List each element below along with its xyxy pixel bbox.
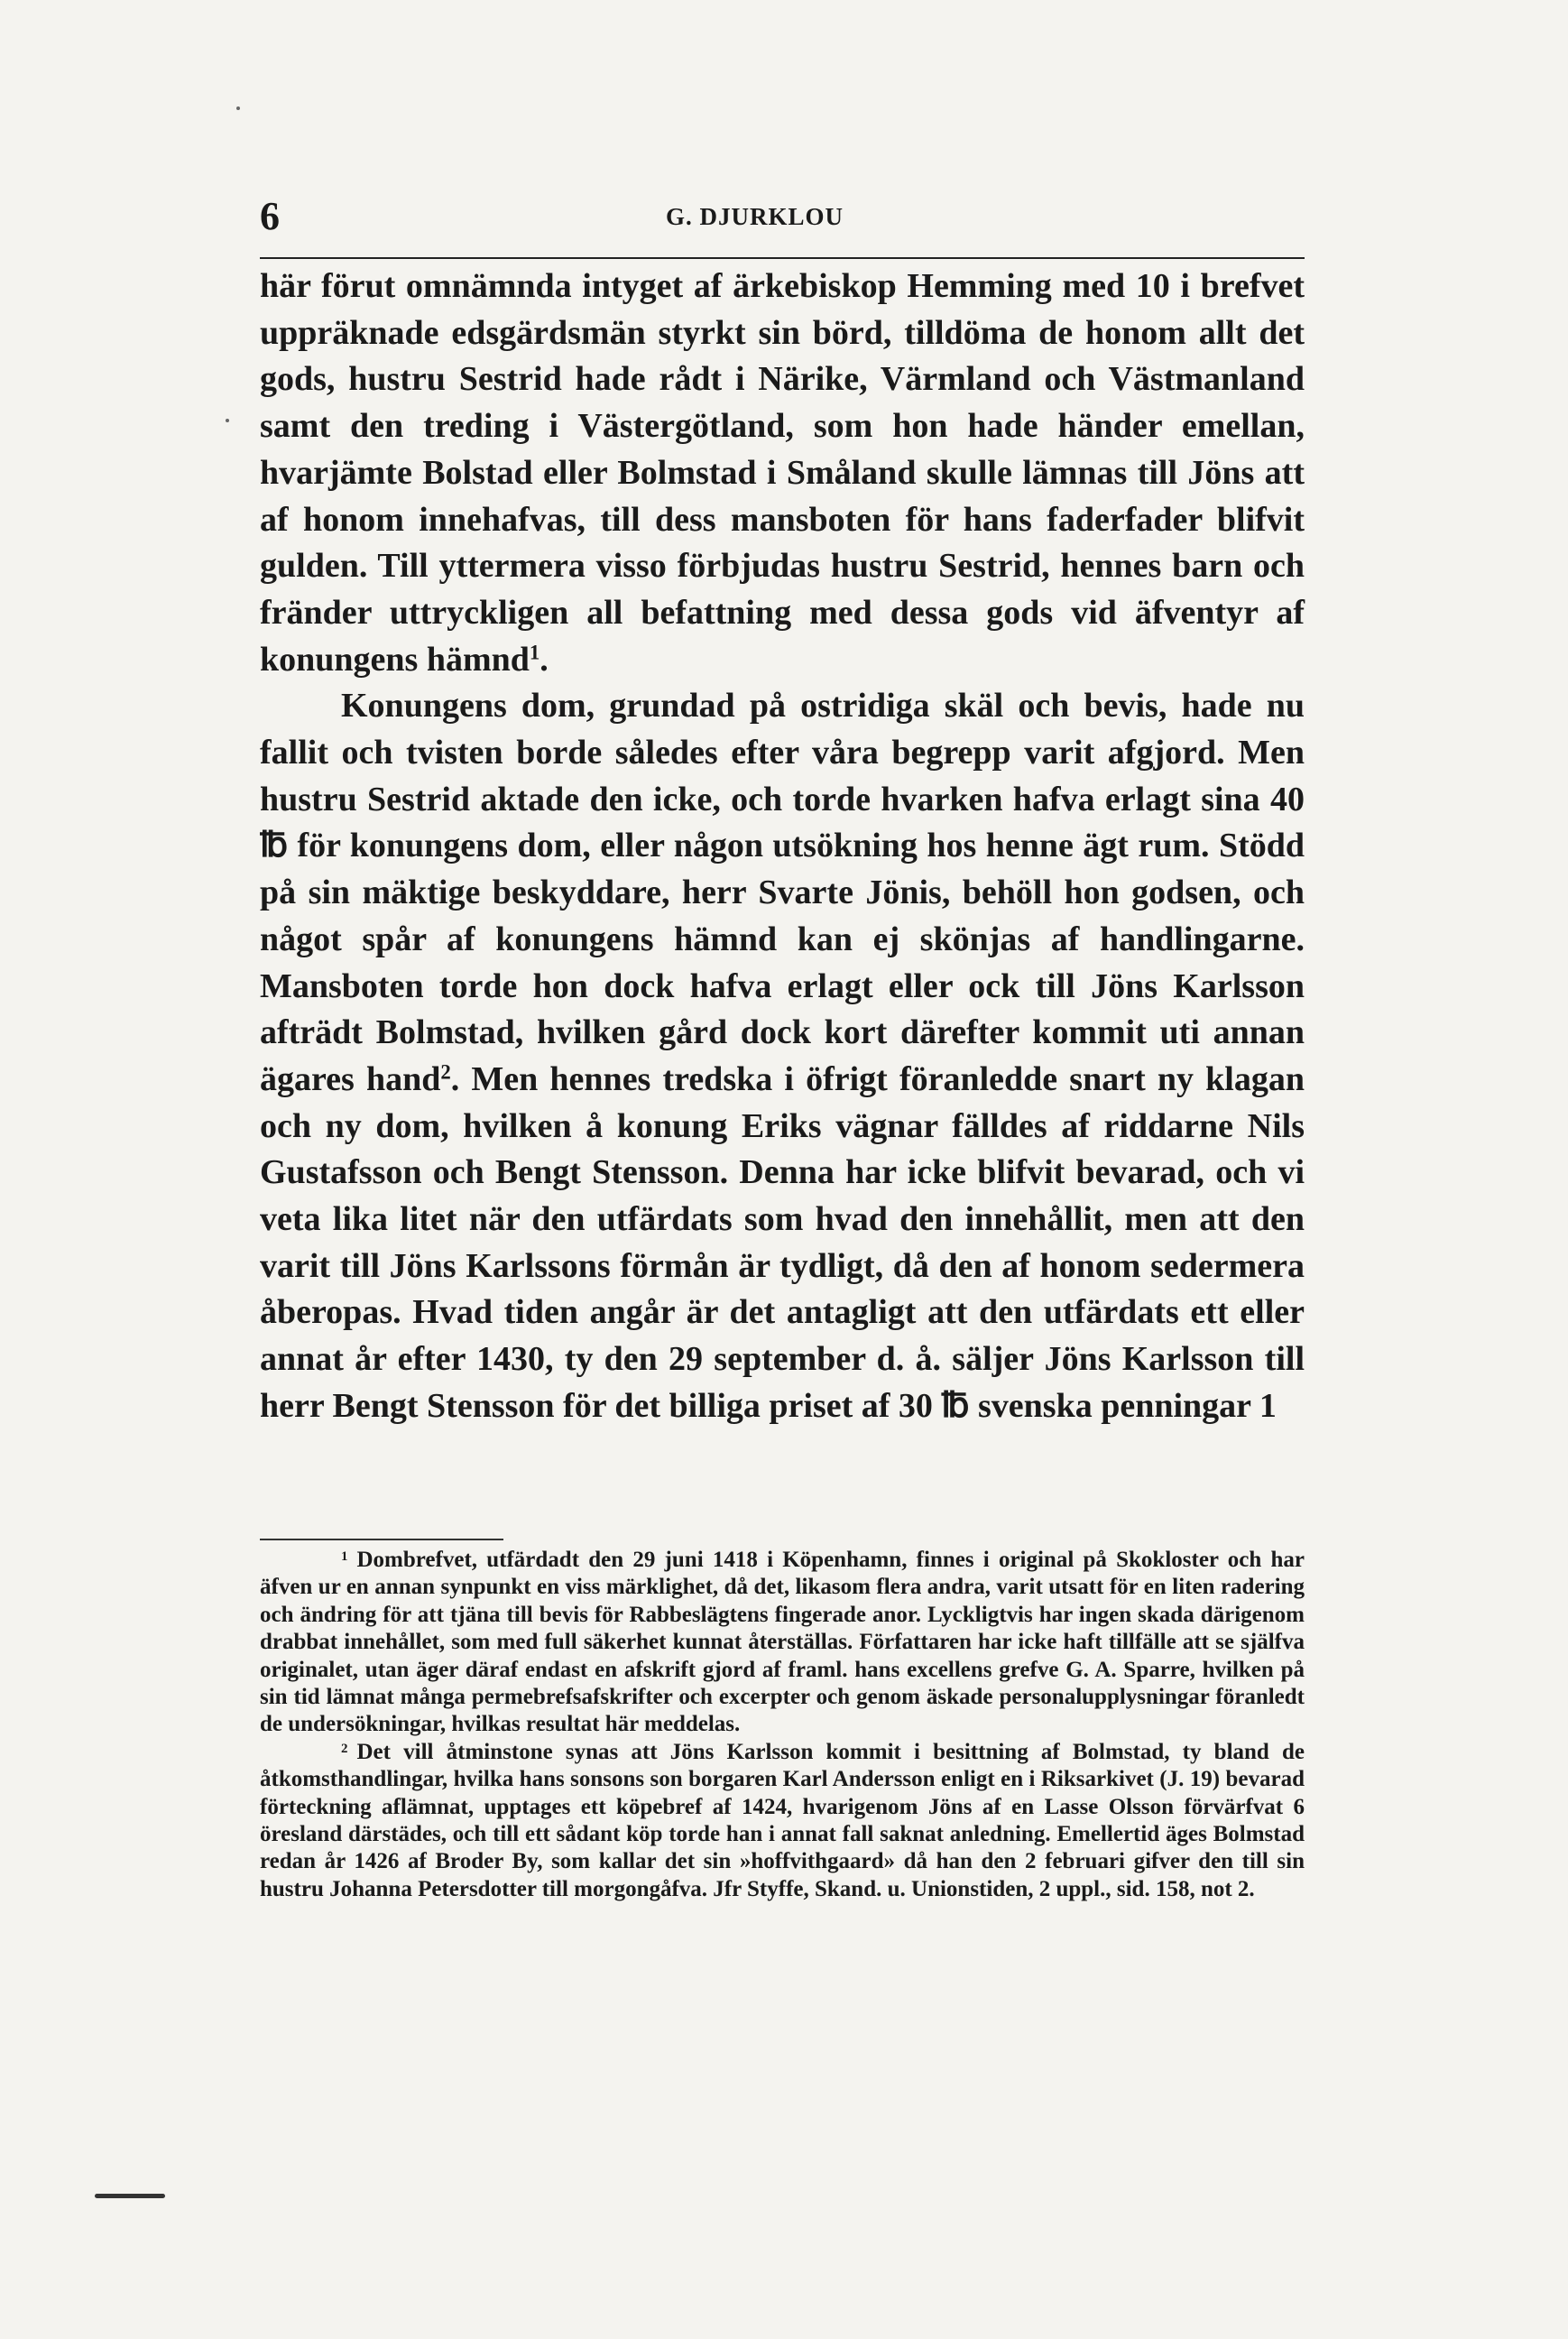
paragraph-text: . bbox=[540, 640, 549, 679]
header-rule bbox=[260, 257, 1305, 259]
footnote-rule bbox=[260, 1539, 503, 1540]
footnote-mark: 2 bbox=[341, 1742, 348, 1757]
paragraph bbox=[260, 683, 1305, 1429]
footnote-reference: 2 bbox=[440, 1060, 451, 1084]
running-head: G. DJURKLOU bbox=[666, 203, 844, 230]
paper-speck bbox=[236, 106, 240, 110]
paragraph bbox=[260, 263, 1305, 683]
paragraph-text: Konungens dom, grundad på ostridiga skäl och bevis, hade nu fallit och tvisten borde således efter våra begrepp varit afgjord. Men hustru Sestrid aktade den icke, och torde hvarken hafva erlagt sina 40 ℔ för konungens dom, eller någon utsökning hos henne ägt rum. Stödd på sin mäktige beskyddare, herr Svarte Jönis, behöll hon godsen, och något spår af konungens hämnd kan ej skönjas af handlingarne. Mansboten torde hon dock hafva erlagt eller ock till Jöns Karlsson afträdt Bolmstad, hvilken gård dock kort därefter kommit uti annan ägares hand bbox=[260, 687, 1305, 1098]
footnote-text: Det vill åtminstone synas att Jöns Karlsson kommit i besittning af Bolmstad, ty bland de åtkomsthandlingar, hvilka hans sonsons son borgaren Karl Andersson enligt en i Riksarkivet (J. 19) bevarad förteckning aflämnat, upptages ett köpebref af 1424, hvarigenom Jöns af en Lasse Olsson förvärfvat 6 öresland därstädes, och till ett sådant köp torde han i annat fall saknat anledning. Emellertid äges Bolmstad redan år 1426 af Broder By, som kallar det sin »hoffvithgaard» då han den 2 februari gifver den till sin hustru Johanna Petersdotter till morgongåfva. Jfr Styffe, Skand. u. Unionstiden, 2 uppl., sid. 158, not 2. bbox=[260, 1739, 1305, 1901]
main-text bbox=[260, 263, 1305, 1430]
footnote-text: Dombrefvet, utfärdadt den 29 juni 1418 i Köpenhamn, finnes i original på Skokloster och har äfven ur en annan synpunkt en viss märklighet, då det, likasom flera andra, varit utsatt för en liten radering och ändring för att tjäna till bevis för Rabbeslägtens fingerade anor. Lyckligtvis har ingen skada därigenom drabbat innehållet, som med full säkerhet kunnat återställas. Författaren har icke haft tillfälle att se själfva originalet, utan äger däraf endast en afskrift gjord af framl. hans excellens grefve G. A. Sparre, hvilken på sin tid lämnat många permebrefsafskrifter och excerpter och genom äskade personalupplysningar föranledt de undersökningar, hvilkas resultat här meddelas. bbox=[260, 1548, 1305, 1737]
page-header bbox=[260, 191, 1305, 242]
footnotes bbox=[260, 1547, 1305, 1903]
footnote-reference: 1 bbox=[529, 641, 540, 664]
paper-speck bbox=[226, 419, 229, 422]
ink-smudge bbox=[95, 2194, 165, 2198]
footnote-mark: 1 bbox=[341, 1549, 348, 1565]
footnote bbox=[260, 1547, 1305, 1739]
page-number: 6 bbox=[260, 194, 280, 238]
footnote bbox=[260, 1739, 1305, 1903]
paragraph-text: . Men hennes tredska i öfrigt föranledde snart ny klagan och ny dom, hvilken å konung Eriks vägnar fälldes af riddarne Nils Gustafsson och Bengt Stensson. Denna har icke blifvit bevarad, och vi veta lika litet när den utfärdats som hvad den innehållit, men att den varit till Jöns Karlssons förmån är tydligt, då den af honom sedermera åberopas. Hvad tiden angår är det antagligt att den utfärdats ett eller annat år efter 1430, ty den 29 september d. å. säljer Jöns Karlsson till herr Bengt Stensson för det billiga priset af 30 ℔ svenska penningar 1 bbox=[260, 1059, 1305, 1425]
paragraph-text: här förut omnämnda intyget af ärkebiskop Hemming med 10 i brefvet uppräknade edsgärdsmän styrkt sin börd, tilldöma de honom allt det gods, hustru Sestrid hade rådt i Närike, Värmland och Västmanland samt den treding i Västergötland, som hon hade händer emellan, hvarjämte Bolstad eller Bolmstad i Småland skulle lämnas till Jöns att af honom innehafvas, till dess mansboten för hans faderfader blifvit gulden. Till yttermera visso förbjudas hustru Sestrid, hennes barn och fränder uttryckligen all befattning med dessa gods vid äfventyr af konungens hämnd bbox=[260, 267, 1305, 679]
